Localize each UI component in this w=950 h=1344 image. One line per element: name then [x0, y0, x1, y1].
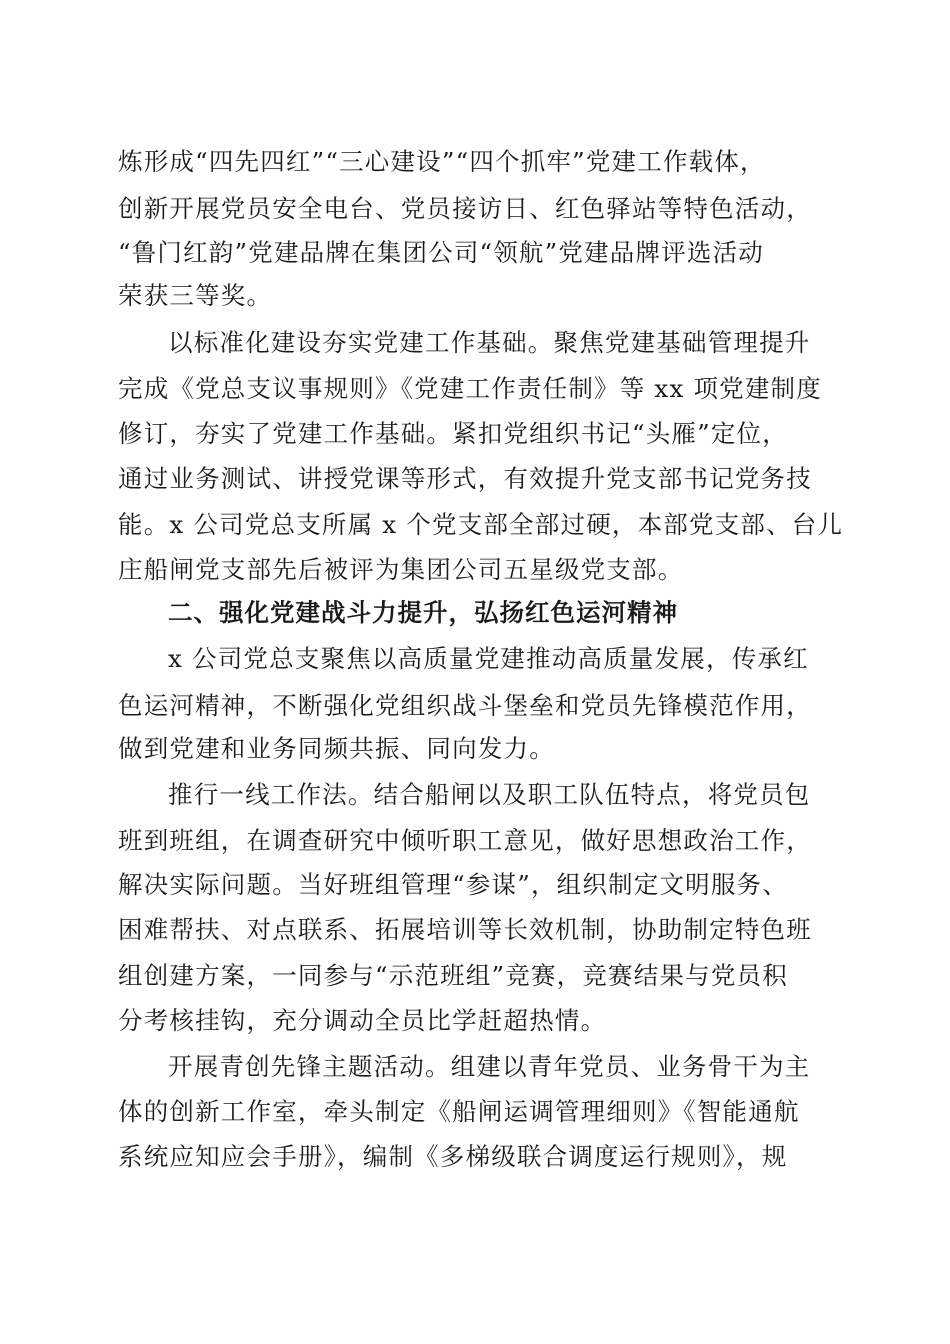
text-line: 组创建方案，一同参与“示范班组”竞赛，竞赛结果与党员积	[118, 961, 788, 990]
text-line: 班到班组，在调查研究中倾听职工意见，做好思想政治工作，	[118, 826, 812, 855]
text-line: 炼形成“四先四红”“三心建设”“四个抓牢”党建工作载体，	[118, 147, 766, 176]
text-line: 荣获三等奖。	[118, 281, 273, 310]
text-line: 困难帮扶、对点联系、拓展培训等长效机制，协助制定特色班	[118, 915, 812, 944]
text-line: 通过业务测试、讲授党课等形式，有效提升党支部书记党务技	[118, 464, 812, 493]
text-line: 系统应知应会手册》，编制《多梯级联合调度运行规则》，规	[118, 1142, 788, 1171]
paragraph-first-line: 推行一线工作法。结合船闸以及职工队伍特点，将党员包	[168, 780, 811, 809]
text-line: 完成《党总支议事规则》《党建工作责任制》等 xx 项党建制度	[118, 374, 822, 403]
paragraph-first-line: 以标准化建设夯实党建工作基础。聚焦党建基础管理提升	[168, 328, 811, 357]
section-heading: 二、强化党建战斗力提升，弘扬红色运河精神	[168, 598, 678, 627]
text-line: 色运河精神，不断强化党组织战斗堡垒和党员先锋模范作用，	[118, 691, 812, 720]
text-line: 修订，夯实了党建工作基础。紧扣党组织书记“头雁”定位，	[118, 419, 788, 448]
paragraph-first-line: 开展青创先锋主题活动。组建以青年党员、业务骨干为主	[168, 1052, 811, 1081]
text-line: 庄船闸党支部先后被评为集团公司五星级党支部。	[118, 555, 684, 584]
text-line: 分考核挂钩，充分调动全员比学赶超热情。	[118, 1006, 607, 1035]
text-line: 做到党建和业务同频共振、同向发力。	[118, 734, 555, 763]
text-line: 体的创新工作室，牵头制定《船闸运调管理细则》《智能通航	[118, 1097, 800, 1126]
text-line: 能。x 公司党总支所属 x 个党支部全部过硬，本部党支部、台儿	[118, 510, 844, 539]
text-line: 创新开展党员安全电台、党员接访日、红色驿站等特色活动，	[118, 194, 812, 223]
paragraph-first-line: x 公司党总支聚焦以高质量党建推动高质量发展，传承红	[168, 644, 809, 673]
text-line: “鲁门红韵”党建品牌在集团公司“领航”党建品牌评选活动	[118, 238, 764, 267]
text-line: 解决实际问题。当好班组管理“参谋”，组织制定文明服务、	[118, 870, 788, 899]
